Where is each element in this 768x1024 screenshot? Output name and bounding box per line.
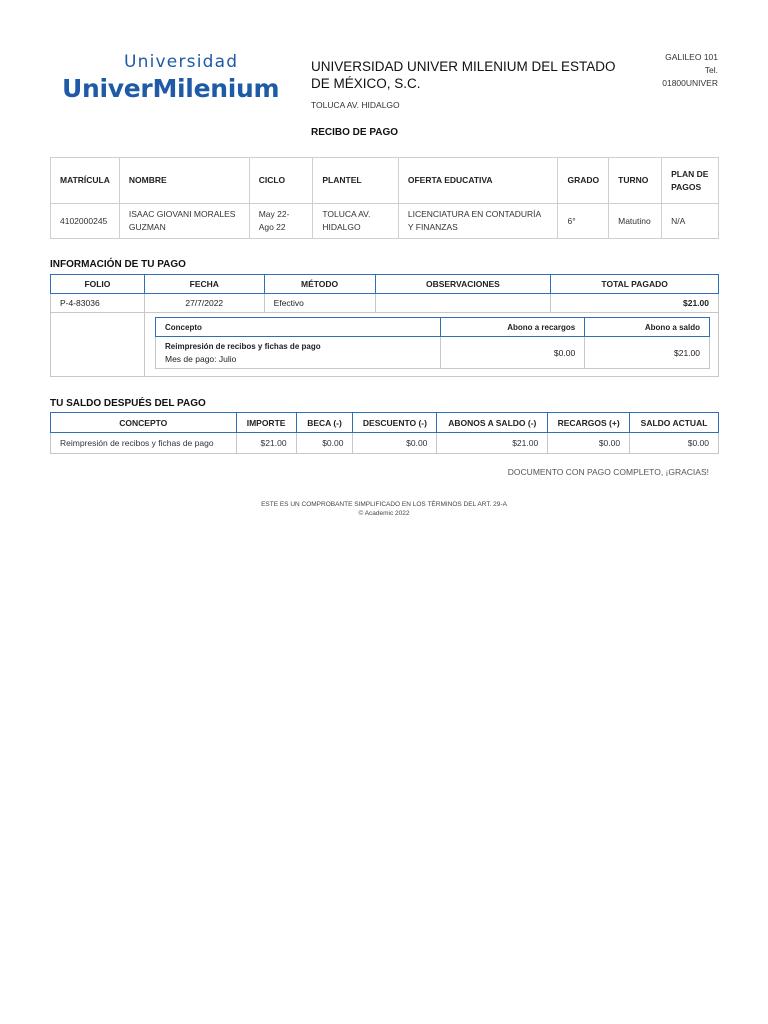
recargos-value: $0.00 [548,433,630,454]
header-matricula: MATRÍCULA [51,158,120,204]
header-folio: FOLIO [51,275,145,294]
saldo-actual-value: $0.00 [630,433,719,454]
importe-value: $21.00 [236,433,296,454]
abono-saldo-value: $21.00 [585,337,710,369]
metodo-value: Efectivo [264,294,375,313]
grado-value: 6° [558,204,609,239]
student-info-table [50,157,719,239]
column-divider [144,312,145,377]
footer-copyright: © Academic 2022 [358,510,410,517]
plantel-value: TOLUCA AV. HIDALGO [313,204,399,239]
balance-section-title: TU SALDO DESPUÉS DEL PAGO [50,398,206,409]
table-row [51,204,719,239]
logo-top-text: Universidad [124,52,239,72]
header-abono-saldo: Abono a saldo [585,318,710,337]
payment-complete-status: DOCUMENTO CON PAGO COMPLETO, ¡GRACIAS! [507,467,709,477]
table-header-row [51,413,719,433]
header-concepto: Concepto [156,318,441,337]
descuento-value: $0.00 [353,433,437,454]
observaciones-value [375,294,551,313]
concept-title: Reimpresión de recibos y fichas de pago [165,341,321,351]
address-line: Tel. [704,65,718,75]
plan-pagos-value: N/A [662,204,719,239]
address-line: 01800UNIVER [662,78,718,88]
header-descuento: DESCUENTO (-) [353,413,437,433]
header-nombre: NOMBRE [119,158,249,204]
table-header-row [51,158,719,204]
university-logo [62,52,302,104]
payment-section-title: INFORMACIÓN DE TU PAGO [50,259,186,270]
header-saldo-actual: SALDO ACTUAL [630,413,719,433]
header-observaciones: OBSERVACIONES [375,275,551,294]
table-row [51,433,719,454]
table-row [51,294,719,313]
concept-month: Mes de pago: Julio [165,353,237,364]
header-plantel: PLANTEL [313,158,399,204]
receipt-title: RECIBO DE PAGO [311,127,399,138]
fecha-value: 27/7/2022 [144,294,264,313]
total-pagado-value: $21.00 [551,294,719,313]
legal-footer [0,500,768,518]
header-concepto: CONCEPTO [51,413,237,433]
balance-table [50,412,719,454]
matricula-value: 4102000245 [51,204,120,239]
header-metodo: MÉTODO [264,275,375,294]
concepto-value: Reimpresión de recibos y fichas de pago [51,433,237,454]
turno-value: Matutino [609,204,662,239]
footer-legal-line: ESTE ES UN COMPROBANTE SIMPLIFICADO EN LOS TÉRMINOS DEL ART. 29-A [261,501,507,508]
table-header-row [156,318,710,337]
oferta-value: LICENCIATURA EN CONTADURÍA Y FINANZAS [398,204,558,239]
institution-name: UNIVERSIDAD UNIVER MILENIUM DEL ESTADO DE MÉXICO, S.C. [311,59,616,91]
header-abono-recargos: Abono a recargos [441,318,585,337]
header-fecha: FECHA [144,275,264,294]
header-beca: BECA (-) [296,413,353,433]
header-plan-pagos: PLAN DE PAGOS [662,158,719,204]
header-oferta: OFERTA EDUCATIVA [398,158,558,204]
table-header-row [51,275,719,294]
header-turno: TURNO [609,158,662,204]
header-total-pagado: TOTAL PAGADO [551,275,719,294]
campus-name: TOLUCA AV. HIDALGO [311,100,400,110]
ciclo-value: May 22-Ago 22 [249,204,313,239]
header-importe: IMPORTE [236,413,296,433]
address-line: GALILEO 101 [665,52,718,62]
institution-address [662,51,718,90]
beca-value: $0.00 [296,433,353,454]
header-ciclo: CICLO [249,158,313,204]
header-recargos: RECARGOS (+) [548,413,630,433]
concept-detail-table [155,317,710,369]
nombre-value: ISAAC GIOVANI MORALES GUZMAN [119,204,249,239]
payment-info-block [50,274,719,377]
folio-value: P-4-83036 [51,294,145,313]
header-abonos-saldo: ABONOS A SALDO (-) [437,413,548,433]
header-grado: GRADO [558,158,609,204]
abonos-saldo-value: $21.00 [437,433,548,454]
abono-recargos-value: $0.00 [441,337,585,369]
payment-summary-table [50,274,719,313]
table-row [156,337,710,369]
logo-main-text: UniverMilenium [62,74,280,103]
concept-cell [156,337,441,369]
